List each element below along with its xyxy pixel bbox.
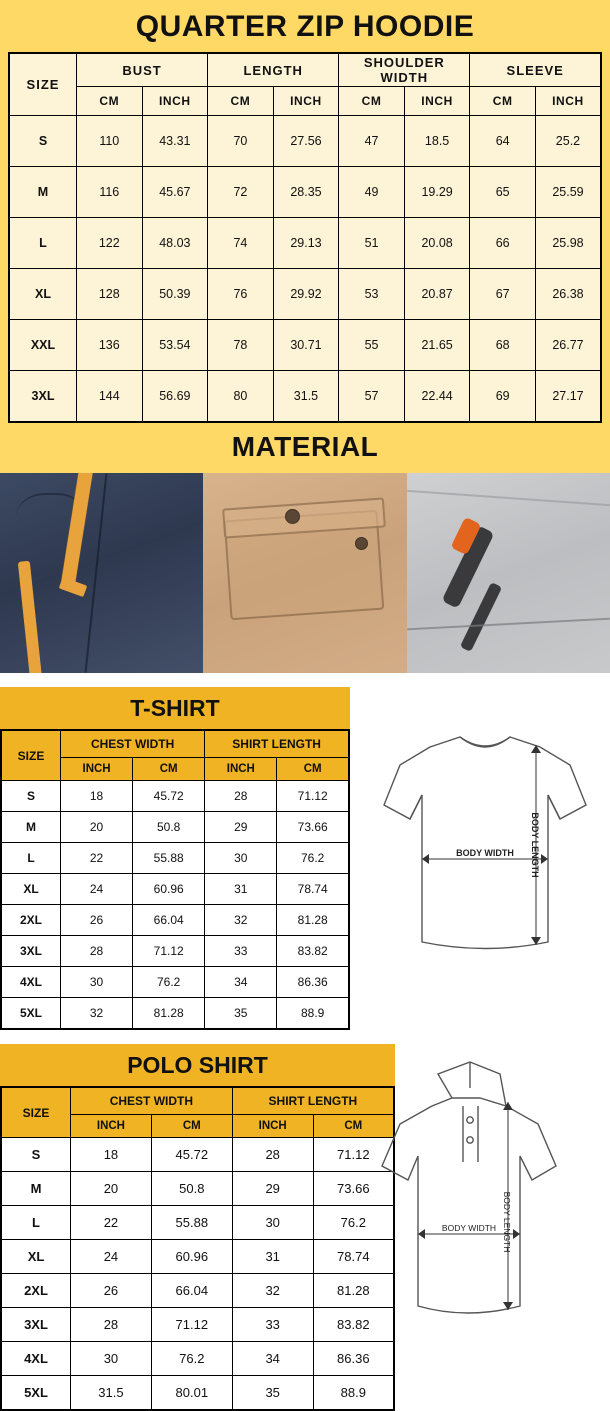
- table-header-row: [9, 53, 601, 87]
- subheader-length-cm: CM: [313, 1115, 394, 1138]
- table-row: [1, 1274, 394, 1308]
- cell-value: 30: [205, 843, 277, 874]
- polo-size-table: [0, 1086, 395, 1411]
- cell-value: 136: [77, 320, 143, 371]
- cell-value: 30: [71, 1342, 152, 1376]
- subheader-bust-inch: INCH: [142, 87, 208, 116]
- cell-value: 28: [232, 1138, 313, 1172]
- cell-size: 3XL: [1, 1308, 71, 1342]
- cell-value: 20: [71, 1172, 152, 1206]
- cell-size: 4XL: [1, 1342, 71, 1376]
- subheader-chest-cm: CM: [133, 758, 205, 781]
- header-chest-width: CHEST WIDTH: [61, 730, 205, 758]
- cell-size: 3XL: [1, 936, 61, 967]
- cell-value: 30.71: [273, 320, 339, 371]
- cell-value: 76: [208, 269, 274, 320]
- cell-value: 50.39: [142, 269, 208, 320]
- cell-value: 31.5: [71, 1376, 152, 1411]
- cell-value: 72: [208, 167, 274, 218]
- tshirt-diagram: [360, 687, 610, 1030]
- cell-value: 29.13: [273, 218, 339, 269]
- cell-value: 76.2: [151, 1342, 232, 1376]
- cell-value: 30: [232, 1206, 313, 1240]
- table-row: [9, 116, 601, 167]
- cell-value: 55.88: [151, 1206, 232, 1240]
- subheader-length-inch: INCH: [273, 87, 339, 116]
- cell-value: 45.72: [133, 781, 205, 812]
- cell-value: 66.04: [151, 1274, 232, 1308]
- subheader-shoulder-inch: INCH: [404, 87, 470, 116]
- cell-value: 70: [208, 116, 274, 167]
- table-row: [9, 371, 601, 423]
- cell-size: 4XL: [1, 967, 61, 998]
- cell-value: 71.12: [133, 936, 205, 967]
- polo-title: POLO SHIRT: [0, 1044, 395, 1086]
- cell-value: 81.28: [313, 1274, 394, 1308]
- cell-size: 2XL: [1, 905, 61, 936]
- cell-value: 48.03: [142, 218, 208, 269]
- decor-shape: [407, 618, 610, 631]
- grey-zipper-pull-photo: [407, 473, 610, 673]
- cell-value: 55: [339, 320, 405, 371]
- cell-value: 60.96: [151, 1240, 232, 1274]
- cell-value: 50.8: [151, 1172, 232, 1206]
- cell-value: 56.69: [142, 371, 208, 423]
- cell-value: 60.96: [133, 874, 205, 905]
- cell-value: 86.36: [277, 967, 349, 998]
- cell-value: 26.77: [535, 320, 601, 371]
- header-bust: BUST: [77, 53, 208, 87]
- cell-value: 19.29: [404, 167, 470, 218]
- header-sleeve: SLEEVE: [470, 53, 601, 87]
- cell-value: 20: [61, 812, 133, 843]
- table-row: [1, 1240, 394, 1274]
- decor-shape: [18, 561, 42, 673]
- cell-value: 20.08: [404, 218, 470, 269]
- cell-value: 31.5: [273, 371, 339, 423]
- cell-value: 71.12: [151, 1308, 232, 1342]
- cell-value: 47: [339, 116, 405, 167]
- subheader-length-inch: INCH: [205, 758, 277, 781]
- subheader-chest-cm: CM: [151, 1115, 232, 1138]
- header-size: SIZE: [9, 53, 77, 116]
- cell-value: 43.31: [142, 116, 208, 167]
- cell-value: 64: [470, 116, 536, 167]
- cell-value: 53.54: [142, 320, 208, 371]
- cell-value: 144: [77, 371, 143, 423]
- header-size: SIZE: [1, 1087, 71, 1138]
- cell-value: 28.35: [273, 167, 339, 218]
- decor-shape: [459, 582, 501, 652]
- cell-value: 53: [339, 269, 405, 320]
- material-photo-strip: [0, 473, 610, 673]
- cell-size: S: [1, 781, 61, 812]
- cell-value: 116: [77, 167, 143, 218]
- hoodie-section: [0, 0, 610, 473]
- subheader-length-inch: INCH: [232, 1115, 313, 1138]
- cell-value: 26: [71, 1274, 152, 1308]
- material-title: MATERIAL: [0, 423, 610, 473]
- hoodie-size-table: [8, 52, 602, 423]
- navy-hoodie-drawstring-photo: [0, 473, 203, 673]
- cell-value: 20.87: [404, 269, 470, 320]
- subheader-bust-cm: CM: [77, 87, 143, 116]
- cell-value: 80: [208, 371, 274, 423]
- polo-section: [0, 1044, 610, 1411]
- cell-value: 35: [232, 1376, 313, 1411]
- cell-value: 49: [339, 167, 405, 218]
- cell-value: 29: [232, 1172, 313, 1206]
- cell-value: 78.74: [277, 874, 349, 905]
- cell-size: 5XL: [1, 1376, 71, 1411]
- cell-value: 51: [339, 218, 405, 269]
- body-length-label: BODY LENGTH: [530, 812, 540, 878]
- cell-value: 28: [205, 781, 277, 812]
- tshirt-section: [0, 687, 610, 1030]
- cell-value: 25.2: [535, 116, 601, 167]
- table-row: [1, 1308, 394, 1342]
- cell-value: 22: [71, 1206, 152, 1240]
- cell-value: 67: [470, 269, 536, 320]
- table-row: [1, 1172, 394, 1206]
- cell-value: 18: [71, 1138, 152, 1172]
- cell-value: 57: [339, 371, 405, 423]
- hoodie-title: QUARTER ZIP HOODIE: [0, 0, 610, 52]
- polo-diagram: [360, 1044, 610, 1411]
- cell-value: 33: [232, 1308, 313, 1342]
- cell-value: 74: [208, 218, 274, 269]
- cell-value: 88.9: [313, 1376, 394, 1411]
- cell-value: 65: [470, 167, 536, 218]
- cell-value: 24: [71, 1240, 152, 1274]
- cell-size: S: [9, 116, 77, 167]
- table-row: [9, 167, 601, 218]
- decor-shape: [85, 473, 108, 672]
- header-shirt-length: SHIRT LENGTH: [205, 730, 349, 758]
- cell-value: 32: [232, 1274, 313, 1308]
- cell-size: L: [9, 218, 77, 269]
- cell-value: 29: [205, 812, 277, 843]
- cell-size: 5XL: [1, 998, 61, 1030]
- cell-value: 50.8: [133, 812, 205, 843]
- table-row: [1, 1206, 394, 1240]
- decor-shape: [59, 577, 88, 597]
- header-chest-width: CHEST WIDTH: [71, 1087, 233, 1115]
- cell-value: 68: [470, 320, 536, 371]
- cell-value: 18: [61, 781, 133, 812]
- cell-size: M: [1, 1172, 71, 1206]
- cell-value: 35: [205, 998, 277, 1030]
- table-row: [1, 936, 349, 967]
- cell-value: 26: [61, 905, 133, 936]
- header-length: LENGTH: [208, 53, 339, 87]
- table-row: [1, 998, 349, 1030]
- table-header-row: [1, 1087, 394, 1115]
- cell-value: 55.88: [133, 843, 205, 874]
- tshirt-size-table: [0, 729, 350, 1030]
- cell-value: 22: [61, 843, 133, 874]
- cell-value: 66: [470, 218, 536, 269]
- table-row: [1, 905, 349, 936]
- cell-size: M: [1, 812, 61, 843]
- cell-value: 24: [61, 874, 133, 905]
- cell-value: 88.9: [277, 998, 349, 1030]
- cell-value: 86.36: [313, 1342, 394, 1376]
- cell-value: 34: [205, 967, 277, 998]
- cell-size: M: [9, 167, 77, 218]
- tshirt-title: T-SHIRT: [0, 687, 350, 729]
- cell-value: 83.82: [313, 1308, 394, 1342]
- cell-value: 33: [205, 936, 277, 967]
- cell-value: 81.28: [133, 998, 205, 1030]
- cell-value: 66.04: [133, 905, 205, 936]
- cell-value: 27.17: [535, 371, 601, 423]
- cell-value: 73.66: [277, 812, 349, 843]
- cell-value: 34: [232, 1342, 313, 1376]
- table-row: [9, 320, 601, 371]
- cell-size: S: [1, 1138, 71, 1172]
- cell-value: 76.2: [313, 1206, 394, 1240]
- cell-value: 81.28: [277, 905, 349, 936]
- table-header-row: [1, 730, 349, 758]
- table-row: [9, 218, 601, 269]
- cell-value: 122: [77, 218, 143, 269]
- cell-value: 69: [470, 371, 536, 423]
- header-shoulder-width: SHOULDER WIDTH: [339, 53, 470, 87]
- table-row: [1, 1138, 394, 1172]
- cell-value: 71.12: [277, 781, 349, 812]
- tan-sleeve-pocket-photo: [203, 473, 406, 673]
- cell-value: 32: [205, 905, 277, 936]
- cell-size: 3XL: [9, 371, 77, 423]
- subheader-length-cm: CM: [277, 758, 349, 781]
- table-row: [1, 967, 349, 998]
- cell-size: XL: [1, 1240, 71, 1274]
- cell-size: L: [1, 1206, 71, 1240]
- table-row: [1, 843, 349, 874]
- table-row: [1, 874, 349, 905]
- spacer: [0, 1030, 610, 1044]
- cell-value: 31: [205, 874, 277, 905]
- cell-value: 71.12: [313, 1138, 394, 1172]
- cell-size: XL: [9, 269, 77, 320]
- cell-size: L: [1, 843, 61, 874]
- cell-value: 25.59: [535, 167, 601, 218]
- cell-value: 27.56: [273, 116, 339, 167]
- cell-value: 45.72: [151, 1138, 232, 1172]
- subheader-sleeve-cm: CM: [470, 87, 536, 116]
- decor-shape: [407, 490, 610, 506]
- table-row: [9, 269, 601, 320]
- cell-value: 32: [61, 998, 133, 1030]
- subheader-length-cm: CM: [208, 87, 274, 116]
- body-width-label: BODY WIDTH: [456, 848, 514, 858]
- cell-value: 45.67: [142, 167, 208, 218]
- table-row: [1, 812, 349, 843]
- cell-value: 25.98: [535, 218, 601, 269]
- cell-size: XXL: [9, 320, 77, 371]
- cell-value: 18.5: [404, 116, 470, 167]
- cell-value: 73.66: [313, 1172, 394, 1206]
- cell-value: 76.2: [277, 843, 349, 874]
- cell-size: XL: [1, 874, 61, 905]
- cell-value: 80.01: [151, 1376, 232, 1411]
- cell-size: 2XL: [1, 1274, 71, 1308]
- table-row: [1, 781, 349, 812]
- header-size: SIZE: [1, 730, 61, 781]
- subheader-chest-inch: INCH: [71, 1115, 152, 1138]
- spacer: [0, 673, 610, 687]
- table-row: [1, 1376, 394, 1411]
- cell-value: 22.44: [404, 371, 470, 423]
- cell-value: 26.38: [535, 269, 601, 320]
- table-subheader-row: [9, 87, 601, 116]
- cell-value: 78.74: [313, 1240, 394, 1274]
- cell-value: 76.2: [133, 967, 205, 998]
- header-shirt-length: SHIRT LENGTH: [232, 1087, 394, 1115]
- cell-value: 28: [71, 1308, 152, 1342]
- subheader-sleeve-inch: INCH: [535, 87, 601, 116]
- body-length-label: BODY LENGTH: [502, 1191, 512, 1253]
- cell-value: 110: [77, 116, 143, 167]
- cell-value: 78: [208, 320, 274, 371]
- cell-value: 21.65: [404, 320, 470, 371]
- cell-value: 30: [61, 967, 133, 998]
- subheader-shoulder-cm: CM: [339, 87, 405, 116]
- cell-value: 31: [232, 1240, 313, 1274]
- cell-value: 28: [61, 936, 133, 967]
- subheader-chest-inch: INCH: [61, 758, 133, 781]
- table-row: [1, 1342, 394, 1376]
- cell-value: 128: [77, 269, 143, 320]
- body-width-label: BODY WIDTH: [441, 1223, 497, 1233]
- cell-value: 83.82: [277, 936, 349, 967]
- cell-value: 29.92: [273, 269, 339, 320]
